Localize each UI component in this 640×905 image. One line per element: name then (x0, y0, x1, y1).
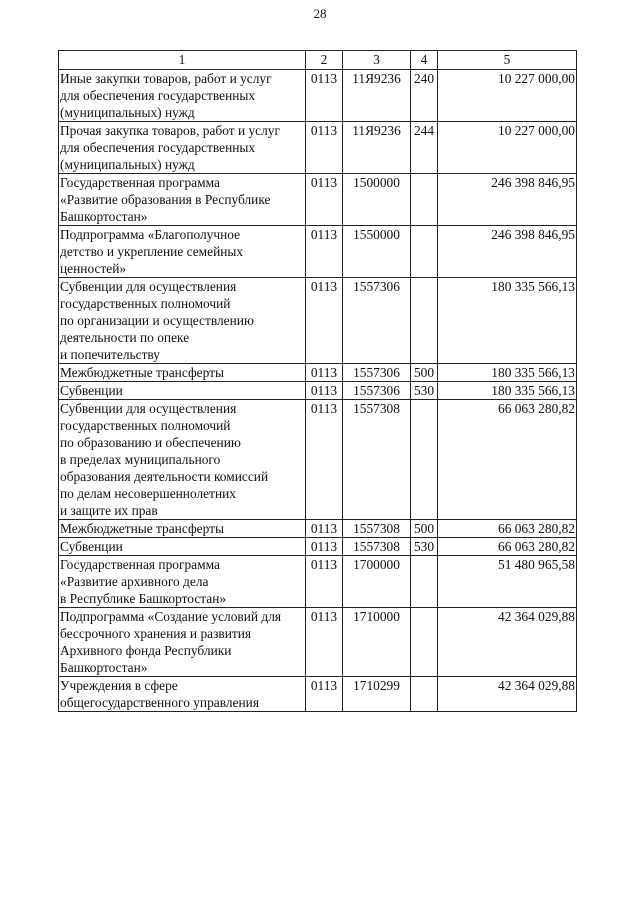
table-row (59, 226, 577, 278)
row-type-cell: 240 (411, 70, 438, 122)
row-name-line: общегосударственного управления (60, 695, 259, 710)
row-code-cell: 0113 (306, 400, 343, 520)
row-target-cell: 1550000 (343, 226, 411, 278)
row-target-cell: 1710299 (343, 677, 411, 712)
row-type-cell (411, 556, 438, 608)
row-name-line: Субвенции для осуществления (60, 279, 237, 294)
row-amount-cell: 246 398 846,95 (438, 174, 577, 226)
row-code-cell: 0113 (306, 174, 343, 226)
row-name-line: Иные закупки товаров, работ и услуг (60, 71, 272, 86)
column-header-2: 2 (306, 51, 343, 70)
row-amount-cell: 180 335 566,13 (438, 364, 577, 382)
row-name-line: государственных полномочий (60, 296, 231, 311)
row-name-line: Учреждения в сфере (60, 678, 178, 693)
row-name-line: Архивного фонда Республики (60, 643, 232, 658)
row-type-cell (411, 608, 438, 677)
row-name-line: Субвенции (60, 383, 123, 398)
row-target-cell: 11Я9236 (343, 70, 411, 122)
row-name-line: Государственная программа (60, 557, 220, 572)
column-header-3: 3 (343, 51, 411, 70)
row-amount-cell: 42 364 029,88 (438, 608, 577, 677)
table-row (59, 70, 577, 122)
row-name-cell (59, 608, 306, 677)
row-type-cell (411, 174, 438, 226)
row-code-cell: 0113 (306, 677, 343, 712)
row-amount-cell: 66 063 280,82 (438, 520, 577, 538)
row-type-cell (411, 677, 438, 712)
row-type-cell: 530 (411, 538, 438, 556)
row-type-cell: 500 (411, 364, 438, 382)
row-target-cell: 1557306 (343, 278, 411, 364)
row-code-cell: 0113 (306, 556, 343, 608)
row-name-line: по образованию и обеспечению (60, 435, 241, 450)
row-name-line: Межбюджетные трансферты (60, 521, 224, 536)
row-name-line: в пределах муниципального (60, 452, 221, 467)
row-target-cell: 1557308 (343, 520, 411, 538)
row-target-cell: 1557306 (343, 364, 411, 382)
row-name-line: государственных полномочий (60, 418, 231, 433)
row-amount-cell: 180 335 566,13 (438, 382, 577, 400)
table-row (59, 400, 577, 520)
row-name-line: для обеспечения государственных (60, 140, 256, 155)
row-name-line: Башкортостан» (60, 209, 148, 224)
table-row (59, 520, 577, 538)
row-code-cell: 0113 (306, 226, 343, 278)
row-amount-cell: 42 364 029,88 (438, 677, 577, 712)
table-body (59, 70, 577, 712)
table-row (59, 122, 577, 174)
row-name-cell (59, 677, 306, 712)
row-name-line: по организации и осуществлению (60, 313, 254, 328)
row-name-line: Субвенции (60, 539, 123, 554)
row-code-cell: 0113 (306, 382, 343, 400)
row-name-cell (59, 520, 306, 538)
budget-table (58, 50, 577, 712)
row-name-line: (муниципальных) нужд (60, 157, 195, 172)
row-type-cell: 500 (411, 520, 438, 538)
row-name-cell (59, 400, 306, 520)
row-name-cell (59, 122, 306, 174)
table-row (59, 556, 577, 608)
row-target-cell: 1710000 (343, 608, 411, 677)
row-code-cell: 0113 (306, 520, 343, 538)
row-target-cell: 1557308 (343, 538, 411, 556)
row-name-line: Межбюджетные трансферты (60, 365, 224, 380)
row-target-cell: 1557308 (343, 400, 411, 520)
row-name-cell (59, 556, 306, 608)
row-name-line: бессрочного хранения и развития (60, 626, 252, 641)
table-row (59, 364, 577, 382)
table-row (59, 278, 577, 364)
row-name-cell (59, 70, 306, 122)
page-number: 28 (313, 6, 327, 21)
row-name-line: и защите их прав (60, 503, 158, 518)
row-name-cell (59, 226, 306, 278)
row-name-cell (59, 382, 306, 400)
row-name-line: «Развитие образования в Республике (60, 192, 271, 207)
row-amount-cell: 51 480 965,58 (438, 556, 577, 608)
row-amount-cell: 10 227 000,00 (438, 70, 577, 122)
row-name-line: ценностей» (60, 261, 127, 276)
row-name-line: детство и укрепление семейных (60, 244, 244, 259)
row-name-line: для обеспечения государственных (60, 88, 256, 103)
row-code-cell: 0113 (306, 70, 343, 122)
row-name-cell (59, 278, 306, 364)
table-header-row (59, 51, 577, 70)
row-target-cell: 11Я9236 (343, 122, 411, 174)
row-type-cell (411, 278, 438, 364)
row-target-cell: 1700000 (343, 556, 411, 608)
row-name-line: (муниципальных) нужд (60, 105, 195, 120)
row-name-line: в Республике Башкортостан» (60, 591, 227, 606)
row-name-line: Государственная программа (60, 175, 220, 190)
table-row (59, 174, 577, 226)
row-amount-cell: 246 398 846,95 (438, 226, 577, 278)
column-header-1: 1 (59, 51, 306, 70)
row-type-cell (411, 226, 438, 278)
table-row (59, 382, 577, 400)
row-type-cell (411, 400, 438, 520)
row-name-line: по делам несовершеннолетних (60, 486, 236, 501)
row-name-line: Подпрограмма «Благополучное (60, 227, 241, 242)
row-target-cell: 1557306 (343, 382, 411, 400)
row-target-cell: 1500000 (343, 174, 411, 226)
row-name-line: Прочая закупка товаров, работ и услуг (60, 123, 280, 138)
row-name-line: образования деятельности комиссий (60, 469, 269, 484)
row-name-line: Субвенции для осуществления (60, 401, 237, 416)
table-row (59, 608, 577, 677)
column-header-4: 4 (411, 51, 438, 70)
row-code-cell: 0113 (306, 608, 343, 677)
row-code-cell: 0113 (306, 364, 343, 382)
row-amount-cell: 66 063 280,82 (438, 400, 577, 520)
table-row (59, 677, 577, 712)
row-name-line: деятельности по опеке (60, 330, 190, 345)
row-amount-cell: 180 335 566,13 (438, 278, 577, 364)
row-amount-cell: 10 227 000,00 (438, 122, 577, 174)
row-type-cell: 530 (411, 382, 438, 400)
row-name-line: «Развитие архивного дела (60, 574, 209, 589)
row-code-cell: 0113 (306, 122, 343, 174)
table-row (59, 538, 577, 556)
row-code-cell: 0113 (306, 538, 343, 556)
row-name-cell (59, 364, 306, 382)
row-name-line: и попечительству (60, 347, 160, 362)
row-name-line: Башкортостан» (60, 660, 148, 675)
column-header-5: 5 (438, 51, 577, 70)
row-code-cell: 0113 (306, 278, 343, 364)
row-name-cell (59, 538, 306, 556)
row-name-line: Подпрограмма «Создание условий для (60, 609, 282, 624)
row-name-cell (59, 174, 306, 226)
row-type-cell: 244 (411, 122, 438, 174)
row-amount-cell: 66 063 280,82 (438, 538, 577, 556)
